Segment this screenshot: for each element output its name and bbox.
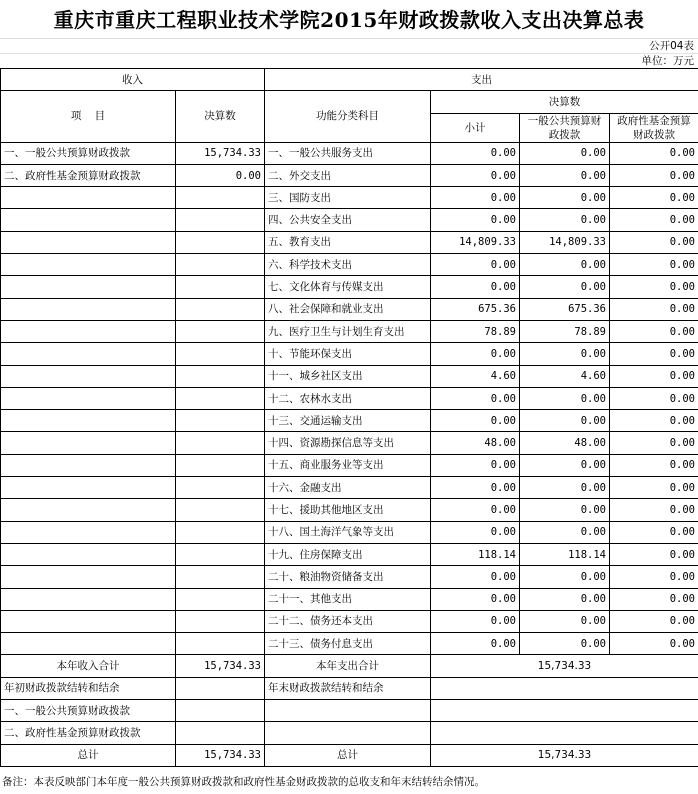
footnote: 备注：本表反映部门本年度一般公共预算财政拨款和政府性基金财政拨款的总收支和年末结转结余情况。 bbox=[2, 776, 485, 788]
table-row bbox=[1, 432, 698, 454]
gov-fund-cell: 0.00 bbox=[610, 320, 698, 342]
general-budget-cell: 0.00 bbox=[520, 499, 610, 521]
income-item-cell bbox=[1, 187, 176, 209]
income-amount-cell bbox=[176, 343, 265, 365]
income-item-cell bbox=[1, 566, 176, 588]
table-row bbox=[1, 298, 698, 320]
gov-fund-cell: 0.00 bbox=[610, 187, 698, 209]
gov-fund-cell: 0.00 bbox=[610, 499, 698, 521]
gov-fund-cell: 0.00 bbox=[610, 477, 698, 499]
table-row bbox=[1, 187, 698, 209]
expense-item-cell: 七、文化体育与传媒支出 bbox=[265, 276, 431, 298]
subtotal-header: 小计 bbox=[431, 113, 520, 142]
finance-table bbox=[0, 68, 698, 767]
general-budget-cell: 0.00 bbox=[520, 410, 610, 432]
table-row bbox=[1, 499, 698, 521]
income-item-cell bbox=[1, 477, 176, 499]
subtotal-cell: 118.14 bbox=[431, 543, 520, 565]
general-budget-cell: 14,809.33 bbox=[520, 231, 610, 253]
subtotal-cell: 4.60 bbox=[431, 365, 520, 387]
expense-item-cell: 十八、国土海洋气象等支出 bbox=[265, 521, 431, 543]
income-item-cell bbox=[1, 610, 176, 632]
income-amount-cell bbox=[176, 499, 265, 521]
income-header: 收入 bbox=[1, 69, 265, 91]
gov-fund-header-text: 政府性基金预算财政拨款 bbox=[617, 114, 691, 141]
table-row bbox=[1, 343, 698, 365]
income-amount-cell bbox=[176, 298, 265, 320]
end-general-label bbox=[265, 700, 431, 722]
gov-fund-cell: 0.00 bbox=[610, 543, 698, 565]
gov-fund-header bbox=[610, 113, 698, 142]
table-row bbox=[1, 588, 698, 610]
grand-expense-total: 15,734.33 bbox=[431, 744, 698, 766]
expense-item-cell: 八、社会保障和就业支出 bbox=[265, 298, 431, 320]
table-row bbox=[1, 610, 698, 632]
expense-header: 支出 bbox=[265, 69, 698, 91]
end-balance-amount bbox=[431, 677, 698, 699]
subtotal-cell: 14,809.33 bbox=[431, 231, 520, 253]
begin-general-label: 一、一般公共预算财政拨款 bbox=[1, 700, 176, 722]
subtotal-cell: 0.00 bbox=[431, 477, 520, 499]
table-row bbox=[1, 633, 698, 655]
table-row bbox=[1, 566, 698, 588]
income-item-cell bbox=[1, 432, 176, 454]
table-row bbox=[1, 209, 698, 231]
income-item-cell bbox=[1, 521, 176, 543]
income-amount-cell bbox=[176, 543, 265, 565]
income-amount-cell bbox=[176, 633, 265, 655]
general-budget-cell: 0.00 bbox=[520, 477, 610, 499]
gov-fund-cell: 0.00 bbox=[610, 454, 698, 476]
subtotal-cell: 0.00 bbox=[431, 387, 520, 409]
gov-fund-cell: 0.00 bbox=[610, 209, 698, 231]
table-row bbox=[1, 276, 698, 298]
income-item-cell bbox=[1, 499, 176, 521]
grand-income-total: 15,734.33 bbox=[176, 744, 265, 766]
balance-row bbox=[1, 722, 698, 744]
income-item-cell bbox=[1, 320, 176, 342]
general-budget-cell: 0.00 bbox=[520, 187, 610, 209]
income-item-cell bbox=[1, 254, 176, 276]
general-budget-cell: 118.14 bbox=[520, 543, 610, 565]
general-budget-cell: 0.00 bbox=[520, 610, 610, 632]
general-budget-header-text: 一般公共预算财政拨款 bbox=[527, 114, 602, 141]
general-budget-cell: 0.00 bbox=[520, 209, 610, 231]
end-general-amount bbox=[431, 700, 698, 722]
gov-fund-cell: 0.00 bbox=[610, 231, 698, 253]
income-amount-cell bbox=[176, 209, 265, 231]
table-row bbox=[1, 254, 698, 276]
subtotal-cell: 0.00 bbox=[431, 499, 520, 521]
expense-item-cell: 十六、金融支出 bbox=[265, 477, 431, 499]
expense-item-cell: 十三、交通运输支出 bbox=[265, 410, 431, 432]
item-header: 项 目 bbox=[1, 91, 176, 142]
expense-item-cell: 十七、援助其他地区支出 bbox=[265, 499, 431, 521]
income-amount-cell bbox=[176, 454, 265, 476]
income-amount-cell bbox=[176, 477, 265, 499]
expense-item-cell: 十、节能环保支出 bbox=[265, 343, 431, 365]
table-row bbox=[1, 164, 698, 186]
grid-line bbox=[0, 38, 698, 39]
gov-fund-cell: 0.00 bbox=[610, 521, 698, 543]
subtotal-cell: 0.00 bbox=[431, 164, 520, 186]
expense-item-cell: 十四、资源勘探信息等支出 bbox=[265, 432, 431, 454]
expense-item-cell: 三、国防支出 bbox=[265, 187, 431, 209]
table-row bbox=[1, 410, 698, 432]
income-amount-cell bbox=[176, 610, 265, 632]
income-amount-cell bbox=[176, 410, 265, 432]
expense-item-cell: 一、一般公共服务支出 bbox=[265, 142, 431, 164]
general-budget-cell: 675.36 bbox=[520, 298, 610, 320]
subtotal-cell: 0.00 bbox=[431, 343, 520, 365]
year-expense-total-label: 本年支出合计 bbox=[265, 655, 431, 677]
begin-balance-amount bbox=[176, 677, 265, 699]
grand-total-label: 总计 bbox=[1, 744, 176, 766]
subtotal-cell: 675.36 bbox=[431, 298, 520, 320]
expense-item-cell: 十九、住房保障支出 bbox=[265, 543, 431, 565]
begin-fund-amount bbox=[176, 722, 265, 744]
grand-total-row bbox=[1, 744, 698, 766]
general-budget-cell: 78.89 bbox=[520, 320, 610, 342]
gov-fund-cell: 0.00 bbox=[610, 387, 698, 409]
general-budget-cell: 0.00 bbox=[520, 276, 610, 298]
gov-fund-cell: 0.00 bbox=[610, 610, 698, 632]
final-amount-header: 决算数 bbox=[176, 91, 265, 142]
subtotal-cell: 48.00 bbox=[431, 432, 520, 454]
expense-item-cell: 二十二、债务还本支出 bbox=[265, 610, 431, 632]
year-expense-total: 15,734.33 bbox=[431, 655, 698, 677]
gov-fund-cell: 0.00 bbox=[610, 298, 698, 320]
end-fund-label bbox=[265, 722, 431, 744]
income-item-cell bbox=[1, 298, 176, 320]
income-amount-cell bbox=[176, 588, 265, 610]
income-amount-cell bbox=[176, 566, 265, 588]
table-row bbox=[1, 543, 698, 565]
end-balance-label: 年末财政拨款结转和结余 bbox=[265, 677, 431, 699]
table-row bbox=[1, 231, 698, 253]
gov-fund-cell: 0.00 bbox=[610, 142, 698, 164]
income-amount-cell: 15,734.33 bbox=[176, 142, 265, 164]
table-row bbox=[1, 387, 698, 409]
page-title: 重庆市重庆工程职业技术学院2015年财政拨款收入支出决算总表 bbox=[53, 8, 645, 32]
year-income-total-label: 本年收入合计 bbox=[1, 655, 176, 677]
subtotal-cell: 0.00 bbox=[431, 633, 520, 655]
income-amount-cell bbox=[176, 387, 265, 409]
income-item-cell bbox=[1, 365, 176, 387]
income-amount-cell bbox=[176, 187, 265, 209]
general-budget-cell: 0.00 bbox=[520, 343, 610, 365]
table-row bbox=[1, 477, 698, 499]
end-fund-amount bbox=[431, 722, 698, 744]
gov-fund-cell: 0.00 bbox=[610, 276, 698, 298]
gov-fund-cell: 0.00 bbox=[610, 432, 698, 454]
unit-label: 单位：万元 bbox=[641, 55, 694, 67]
income-item-cell bbox=[1, 543, 176, 565]
begin-fund-label: 二、政府性基金预算财政拨款 bbox=[1, 722, 176, 744]
general-budget-cell: 0.00 bbox=[520, 588, 610, 610]
expense-item-cell: 九、医疗卫生与计划生育支出 bbox=[265, 320, 431, 342]
general-budget-cell: 0.00 bbox=[520, 254, 610, 276]
income-amount-cell bbox=[176, 276, 265, 298]
gov-fund-cell: 0.00 bbox=[610, 566, 698, 588]
table-row bbox=[1, 521, 698, 543]
expense-item-cell: 十二、农林水支出 bbox=[265, 387, 431, 409]
general-budget-cell: 48.00 bbox=[520, 432, 610, 454]
subtotal-cell: 0.00 bbox=[431, 521, 520, 543]
expense-item-cell: 十五、商业服务业等支出 bbox=[265, 454, 431, 476]
gov-fund-cell: 0.00 bbox=[610, 588, 698, 610]
expense-item-cell: 十一、城乡社区支出 bbox=[265, 365, 431, 387]
expense-item-cell: 五、教育支出 bbox=[265, 231, 431, 253]
general-budget-cell: 0.00 bbox=[520, 142, 610, 164]
table-row bbox=[1, 142, 698, 164]
general-budget-cell: 0.00 bbox=[520, 566, 610, 588]
subtotal-cell: 0.00 bbox=[431, 209, 520, 231]
general-budget-cell: 0.00 bbox=[520, 387, 610, 409]
expense-item-cell: 二十、粮油物资储备支出 bbox=[265, 566, 431, 588]
subtotal-cell: 0.00 bbox=[431, 410, 520, 432]
subtotal-cell: 0.00 bbox=[431, 142, 520, 164]
subtotal-cell: 0.00 bbox=[431, 588, 520, 610]
table-row bbox=[1, 320, 698, 342]
begin-general-amount bbox=[176, 700, 265, 722]
subtotal-cell: 0.00 bbox=[431, 254, 520, 276]
expense-item-cell: 二十一、其他支出 bbox=[265, 588, 431, 610]
income-item-cell bbox=[1, 410, 176, 432]
gov-fund-cell: 0.00 bbox=[610, 410, 698, 432]
income-amount-cell bbox=[176, 432, 265, 454]
table-row bbox=[1, 454, 698, 476]
income-item-cell bbox=[1, 387, 176, 409]
general-budget-header bbox=[520, 113, 610, 142]
general-budget-cell: 0.00 bbox=[520, 164, 610, 186]
income-amount-cell: 0.00 bbox=[176, 164, 265, 186]
form-code: 公开04表 bbox=[649, 40, 694, 52]
subtotal-cell: 0.00 bbox=[431, 276, 520, 298]
income-amount-cell bbox=[176, 365, 265, 387]
subtotal-cell: 0.00 bbox=[431, 610, 520, 632]
expense-item-cell: 六、科学技术支出 bbox=[265, 254, 431, 276]
func-category-header: 功能分类科目 bbox=[265, 91, 431, 142]
general-budget-cell: 4.60 bbox=[520, 365, 610, 387]
subtotal-cell: 0.00 bbox=[431, 187, 520, 209]
grand-expense-total-label: 总计 bbox=[265, 744, 431, 766]
income-item-cell bbox=[1, 343, 176, 365]
income-item-cell bbox=[1, 633, 176, 655]
income-item-cell bbox=[1, 588, 176, 610]
income-amount-cell bbox=[176, 254, 265, 276]
income-item-cell: 一、一般公共预算财政拨款 bbox=[1, 142, 176, 164]
subtotal-cell: 0.00 bbox=[431, 566, 520, 588]
balance-row bbox=[1, 700, 698, 722]
income-amount-cell bbox=[176, 521, 265, 543]
gov-fund-cell: 0.00 bbox=[610, 254, 698, 276]
general-budget-cell: 0.00 bbox=[520, 633, 610, 655]
gov-fund-cell: 0.00 bbox=[610, 633, 698, 655]
gov-fund-cell: 0.00 bbox=[610, 365, 698, 387]
subtotal-cell: 78.89 bbox=[431, 320, 520, 342]
income-item-cell bbox=[1, 454, 176, 476]
general-budget-cell: 0.00 bbox=[520, 521, 610, 543]
expense-item-cell: 四、公共安全支出 bbox=[265, 209, 431, 231]
income-item-cell: 二、政府性基金预算财政拨款 bbox=[1, 164, 176, 186]
year-income-total: 15,734.33 bbox=[176, 655, 265, 677]
begin-balance-label: 年初财政拨款结转和结余 bbox=[1, 677, 176, 699]
year-total-row bbox=[1, 655, 698, 677]
table-row bbox=[1, 365, 698, 387]
income-item-cell bbox=[1, 276, 176, 298]
expense-final-header: 决算数 bbox=[431, 91, 698, 113]
grid-line bbox=[0, 53, 698, 54]
income-item-cell bbox=[1, 231, 176, 253]
gov-fund-cell: 0.00 bbox=[610, 164, 698, 186]
income-item-cell bbox=[1, 209, 176, 231]
gov-fund-cell: 0.00 bbox=[610, 343, 698, 365]
income-amount-cell bbox=[176, 320, 265, 342]
income-amount-cell bbox=[176, 231, 265, 253]
expense-item-cell: 二十三、债务付息支出 bbox=[265, 633, 431, 655]
expense-item-cell: 二、外交支出 bbox=[265, 164, 431, 186]
balance-row bbox=[1, 677, 698, 699]
subtotal-cell: 0.00 bbox=[431, 454, 520, 476]
general-budget-cell: 0.00 bbox=[520, 454, 610, 476]
